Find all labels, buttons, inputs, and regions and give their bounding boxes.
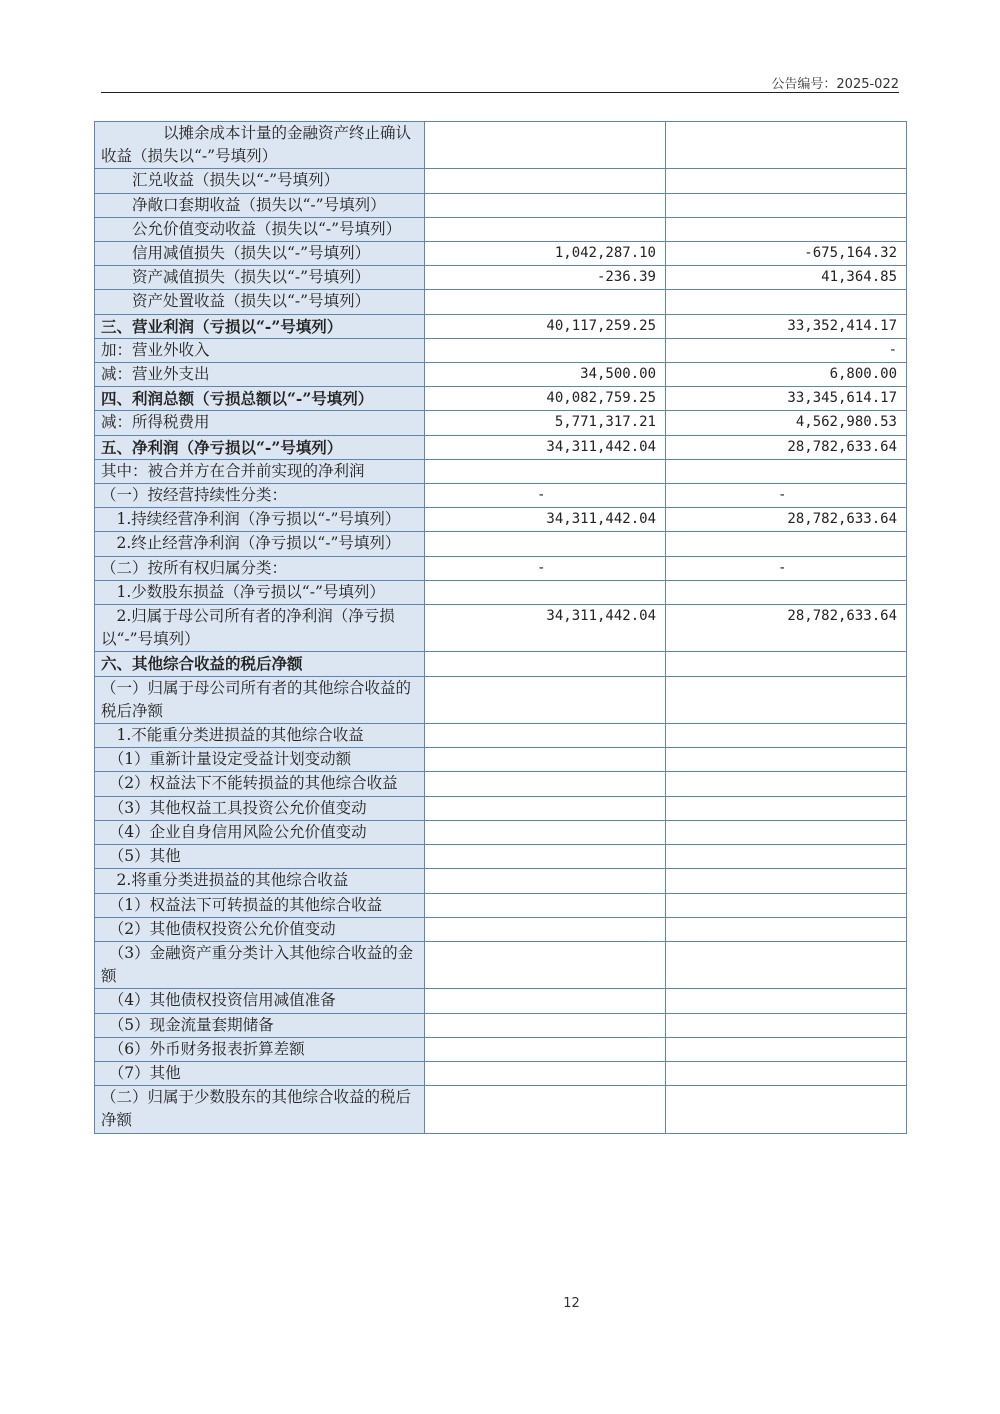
current-period-value: 5,771,317.21	[425, 411, 666, 435]
current-period-value: 40,117,259.25	[425, 314, 666, 338]
table-row	[95, 989, 907, 1013]
table-row	[95, 484, 907, 508]
current-period-value	[425, 724, 666, 748]
row-label: 减：营业外支出	[95, 363, 425, 387]
income-statement-table	[94, 121, 907, 1134]
table-row	[95, 411, 907, 435]
current-period-value	[425, 941, 666, 988]
table-row	[95, 676, 907, 723]
row-label: （3）金融资产重分类计入其他综合收益的金额	[95, 941, 425, 988]
current-period-value	[425, 169, 666, 193]
prior-period-value	[666, 217, 907, 241]
current-period-value	[425, 1061, 666, 1085]
table-row	[95, 724, 907, 748]
row-label: 四、利润总额（亏损总额以“-”号填列）	[95, 387, 425, 411]
table-body	[95, 122, 907, 1134]
row-label: （4）其他债权投资信用减值准备	[95, 989, 425, 1013]
current-period-value: 40,082,759.25	[425, 387, 666, 411]
table-row	[95, 820, 907, 844]
row-label: （4）企业自身信用风险公允价值变动	[95, 820, 425, 844]
table-row	[95, 387, 907, 411]
row-label: （7）其他	[95, 1061, 425, 1085]
table-row	[95, 1061, 907, 1085]
page-number: 12	[563, 1296, 580, 1311]
table-row	[95, 917, 907, 941]
prior-period-value: 28,782,633.64	[666, 508, 907, 532]
current-period-value	[425, 772, 666, 796]
prior-period-value	[666, 869, 907, 893]
table-row	[95, 941, 907, 988]
current-period-value	[425, 580, 666, 604]
prior-period-value: -	[666, 484, 907, 508]
current-period-value	[425, 1013, 666, 1037]
table-row	[95, 363, 907, 387]
current-period-value	[425, 122, 666, 169]
table-row	[95, 169, 907, 193]
row-label: 六、其他综合收益的税后净额	[95, 652, 425, 676]
current-period-value	[425, 532, 666, 556]
prior-period-value	[666, 748, 907, 772]
row-label: 2.将重分类进损益的其他综合收益	[95, 869, 425, 893]
current-period-value	[425, 193, 666, 217]
row-label: （2）权益法下不能转损益的其他综合收益	[95, 772, 425, 796]
current-period-value	[425, 290, 666, 314]
row-label: （3）其他权益工具投资公允价值变动	[95, 796, 425, 820]
current-period-value	[425, 989, 666, 1013]
current-period-value	[425, 217, 666, 241]
prior-period-value	[666, 917, 907, 941]
prior-period-value: -675,164.32	[666, 242, 907, 266]
current-period-value	[425, 1037, 666, 1061]
row-label: （二）按所有权归属分类：	[95, 556, 425, 580]
prior-period-value	[666, 193, 907, 217]
current-period-value	[425, 652, 666, 676]
table-row	[95, 1013, 907, 1037]
prior-period-value: 41,364.85	[666, 266, 907, 290]
current-period-value: 34,311,442.04	[425, 508, 666, 532]
table-row	[95, 435, 907, 459]
table-row	[95, 290, 907, 314]
prior-period-value: 4,562,980.53	[666, 411, 907, 435]
current-period-value	[425, 917, 666, 941]
prior-period-value	[666, 459, 907, 483]
table-row	[95, 1086, 907, 1133]
row-label: 加：营业外收入	[95, 338, 425, 362]
row-label: 资产减值损失（损失以“-”号填列）	[95, 266, 425, 290]
table-row	[95, 893, 907, 917]
row-label: 以摊余成本计量的金融资产终止确认收益（损失以“-”号填列）	[95, 122, 425, 169]
row-label: 1.少数股东损益（净亏损以“-”号填列）	[95, 580, 425, 604]
document-number: 公告编号：2025-022	[771, 77, 899, 92]
prior-period-value	[666, 290, 907, 314]
prior-period-value: 6,800.00	[666, 363, 907, 387]
prior-period-value: -	[666, 338, 907, 362]
prior-period-value	[666, 845, 907, 869]
current-period-value	[425, 748, 666, 772]
table-row	[95, 580, 907, 604]
table-row	[95, 314, 907, 338]
row-label: 2.终止经营净利润（净亏损以“-”号填列）	[95, 532, 425, 556]
prior-period-value	[666, 989, 907, 1013]
row-label: （一）按经营持续性分类：	[95, 484, 425, 508]
table-row	[95, 772, 907, 796]
row-label: （6）外币财务报表折算差额	[95, 1037, 425, 1061]
prior-period-value	[666, 796, 907, 820]
table-row	[95, 748, 907, 772]
current-period-value: -	[425, 556, 666, 580]
table-row	[95, 532, 907, 556]
table-row	[95, 652, 907, 676]
prior-period-value	[666, 580, 907, 604]
current-period-value	[425, 676, 666, 723]
table-row	[95, 508, 907, 532]
row-label: 1.不能重分类进损益的其他综合收益	[95, 724, 425, 748]
prior-period-value	[666, 820, 907, 844]
table-row	[95, 338, 907, 362]
current-period-value: 34,500.00	[425, 363, 666, 387]
prior-period-value	[666, 1013, 907, 1037]
prior-period-value	[666, 772, 907, 796]
current-period-value: -	[425, 484, 666, 508]
current-period-value	[425, 459, 666, 483]
prior-period-value	[666, 122, 907, 169]
table-row	[95, 242, 907, 266]
prior-period-value	[666, 1086, 907, 1133]
prior-period-value	[666, 676, 907, 723]
prior-period-value	[666, 169, 907, 193]
row-label: 信用减值损失（损失以“-”号填列）	[95, 242, 425, 266]
row-label: 净敞口套期收益（损失以“-”号填列）	[95, 193, 425, 217]
row-label: 公允价值变动收益（损失以“-”号填列）	[95, 217, 425, 241]
row-label: 1.持续经营净利润（净亏损以“-”号填列）	[95, 508, 425, 532]
row-label: （1）权益法下可转损益的其他综合收益	[95, 893, 425, 917]
table-row	[95, 217, 907, 241]
row-label: 五、净利润（净亏损以“-”号填列）	[95, 435, 425, 459]
prior-period-value: -	[666, 556, 907, 580]
table-row	[95, 796, 907, 820]
current-period-value: 34,311,442.04	[425, 605, 666, 652]
table-row	[95, 122, 907, 169]
prior-period-value	[666, 724, 907, 748]
table-row	[95, 556, 907, 580]
prior-period-value: 28,782,633.64	[666, 605, 907, 652]
prior-period-value: 28,782,633.64	[666, 435, 907, 459]
current-period-value	[425, 893, 666, 917]
row-label: 2.归属于母公司所有者的净利润（净亏损以“-”号填列）	[95, 605, 425, 652]
row-label: （1）重新计量设定受益计划变动额	[95, 748, 425, 772]
table-row	[95, 605, 907, 652]
table-row	[95, 845, 907, 869]
prior-period-value	[666, 532, 907, 556]
table-row	[95, 193, 907, 217]
current-period-value	[425, 338, 666, 362]
row-label: 三、营业利润（亏损以“-”号填列）	[95, 314, 425, 338]
table-row	[95, 266, 907, 290]
current-period-value	[425, 869, 666, 893]
row-label: （二）归属于少数股东的其他综合收益的税后净额	[95, 1086, 425, 1133]
current-period-value: -236.39	[425, 266, 666, 290]
prior-period-value	[666, 941, 907, 988]
row-label: （2）其他债权投资公允价值变动	[95, 917, 425, 941]
table-row	[95, 869, 907, 893]
header-divider	[101, 92, 899, 93]
row-label: 其中：被合并方在合并前实现的净利润	[95, 459, 425, 483]
prior-period-value: 33,345,614.17	[666, 387, 907, 411]
prior-period-value	[666, 893, 907, 917]
table-row	[95, 459, 907, 483]
current-period-value	[425, 845, 666, 869]
prior-period-value: 33,352,414.17	[666, 314, 907, 338]
prior-period-value	[666, 1061, 907, 1085]
prior-period-value	[666, 652, 907, 676]
current-period-value	[425, 820, 666, 844]
table-row	[95, 1037, 907, 1061]
row-label: （一）归属于母公司所有者的其他综合收益的税后净额	[95, 676, 425, 723]
row-label: （5）其他	[95, 845, 425, 869]
current-period-value	[425, 796, 666, 820]
current-period-value	[425, 1086, 666, 1133]
prior-period-value	[666, 1037, 907, 1061]
row-label: 减：所得税费用	[95, 411, 425, 435]
row-label: 汇兑收益（损失以“-”号填列）	[95, 169, 425, 193]
current-period-value: 34,311,442.04	[425, 435, 666, 459]
row-label: 资产处置收益（损失以“-”号填列）	[95, 290, 425, 314]
current-period-value: 1,042,287.10	[425, 242, 666, 266]
row-label: （5）现金流量套期储备	[95, 1013, 425, 1037]
